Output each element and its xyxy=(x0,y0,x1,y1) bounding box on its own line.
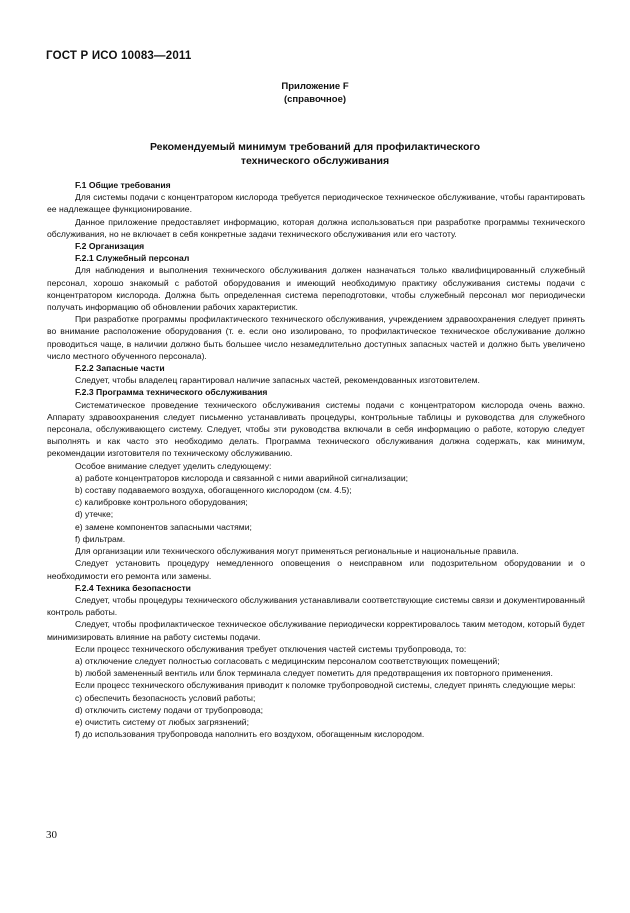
list-item: e) замене компонентов запасными частями; xyxy=(75,521,252,532)
list-item: e) очистить систему от любых загрязнений; xyxy=(75,716,249,727)
list-item: b) составу подаваемого воздуха, обогащенного кислородом (см. 4.5); xyxy=(75,485,352,496)
paragraph: Данное приложение предоставляет информацию, которая должна использоваться при разработке программы технического обслуживания, но не включает в себя конкретные задачи технического обслуживания или его частоту. xyxy=(47,216,585,239)
list-item: c) калибровке контрольного оборудования; xyxy=(75,497,248,508)
list-item: d) утечке; xyxy=(75,509,114,520)
section-title-line-2: технического обслуживания xyxy=(240,155,390,167)
list-item: a) работе концентраторов кислорода и связанной с ними аварийной сигнализации; xyxy=(75,472,409,483)
page-number: 30 xyxy=(46,829,57,841)
appendix-label: Приложение F xyxy=(281,81,349,92)
paragraph: Систематическое проведение технического обслуживания системы подачи с концентратором кислорода очень важно. Аппарату здравоохранения следует письменно устанавливать процедуры, контрольные таблицы и руководства для служебного персонала, обслуживающего систему. Следует, чтобы эти руководства включали в себя информацию о работе, которую следует выполнять и как часто это необходимо делать. Программа технического обслуживания должна содержать, как минимум, рекомендации изготовителя по техническому обслуживанию. xyxy=(47,399,585,459)
paragraph: Особое внимание следует уделить следующему: xyxy=(75,460,272,471)
list-item: a) отключение следует полностью согласовать с медицинским персоналом соответствующих помещений; xyxy=(75,655,500,666)
paragraph: Следует, чтобы процедуры технического обслуживания устанавливали соответствующие системы связи и документированный контроль работы. xyxy=(47,594,585,618)
paragraph: Для наблюдения и выполнения технического обслуживания должен назначаться только квалифицированный служебный персонал, хорошо знакомый с работой оборудования и имеющий необходимую практику обслуживания системы подачи с концентратором кислорода. Должна быть определенная система переподготовки, чтобы служебный персонал мог периодически получать информацию об обновлении рабочих характеристик. xyxy=(47,265,585,313)
paragraph: Следует, чтобы владелец гарантировал наличие запасных частей, рекомендованных изготовителем. xyxy=(75,375,480,386)
section-title xyxy=(0,140,630,168)
paragraph: Следует, чтобы профилактическое техническое обслуживание периодически корректировалось таким методом, который будет минимизировать влияние на работу системы подачи. xyxy=(47,619,585,642)
paragraph: Если процесс технического обслуживания требует отключения частей системы трубопровода, то: xyxy=(75,643,467,654)
section-heading: F.2.3 Программа технического обслуживания xyxy=(75,387,268,398)
list-item: f) до использования трубопровода наполнить его воздухом, обогащенным кислородом. xyxy=(75,729,425,740)
standard-designation: ГОСТ Р ИСО 10083—2011 xyxy=(46,50,192,62)
appendix-header xyxy=(0,80,630,106)
list-item: f) фильтрам. xyxy=(75,533,126,544)
section-title-line-1: Рекомендуемый минимум требований для профилактического xyxy=(149,141,481,153)
paragraph: При разработке программы профилактического технического обслуживания, учреждением здравоохранения следует принять во внимание расположение оборудования (т. е. если оно изолировано, то профилактическое техническое обслуживание должно проводиться чаще, в наличии должно быть большее число незамедлительно доступных запасных частей и должно быть увеличено число местного обученного персонала). xyxy=(47,314,585,361)
section-heading: F.2 Организация xyxy=(75,241,145,252)
list-item: d) отключить систему подачи от трубопровода; xyxy=(75,704,264,715)
paragraph: Для системы подачи с концентратором кислорода требуется периодическое техническое обслуживание, чтобы гарантировать ее надлежащее функционирование. xyxy=(47,192,585,215)
paragraph: Следует установить процедуру немедленного оповещения о неисправном или подозрительном оборудовании и о необходимости его ремонта или замены. xyxy=(47,558,585,581)
section-heading: F.2.2 Запасные части xyxy=(75,363,165,374)
document-body xyxy=(47,179,585,740)
section-heading: F.2.1 Служебный персонал xyxy=(75,253,190,264)
appendix-type: (справочное) xyxy=(283,94,347,105)
list-item: b) любой замененный вентиль или блок терминала следует пометить для предотвращения их повторного применения. xyxy=(75,668,553,679)
paragraph: Если процесс технического обслуживания приводит к поломке трубопроводной системы, следует принять следующие меры: xyxy=(75,680,576,691)
list-item: c) обеспечить безопасность условий работы; xyxy=(75,692,256,703)
section-heading: F.2.4 Техника безопасности xyxy=(75,582,191,593)
section-heading: F.1 Общие требования xyxy=(75,180,171,190)
paragraph: Для организации или технического обслуживания могут применяться региональные и национальные правила. xyxy=(75,546,519,557)
